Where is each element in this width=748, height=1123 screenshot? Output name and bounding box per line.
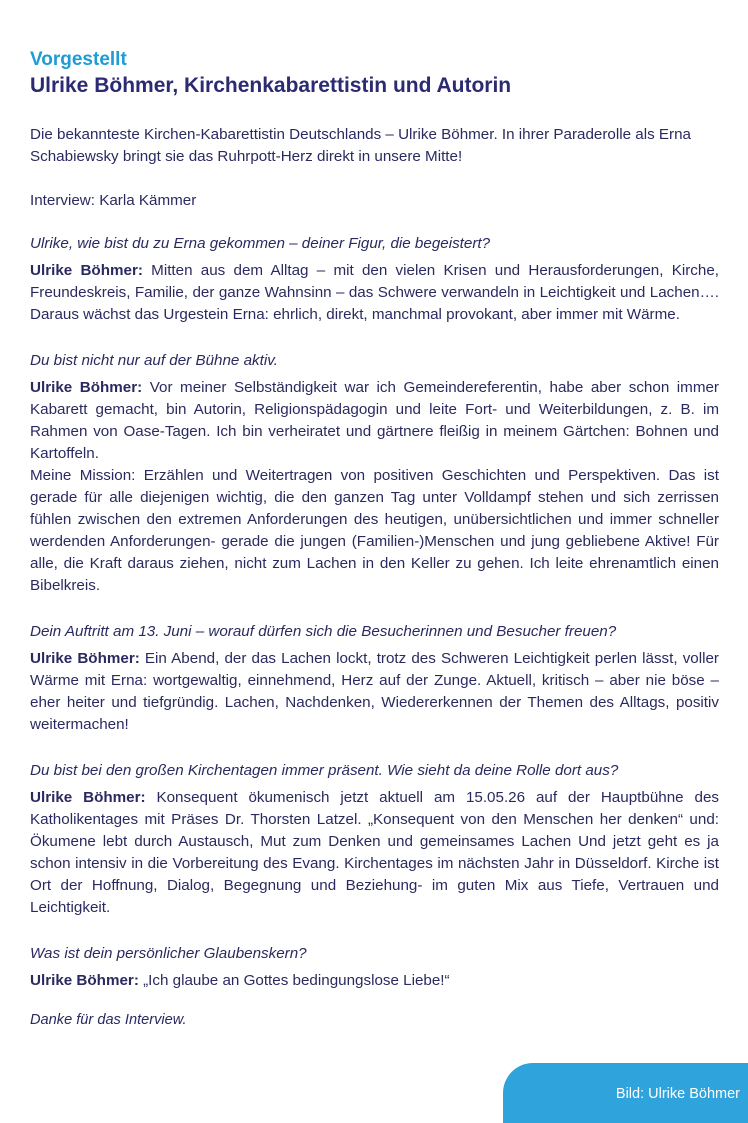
qa-block-3 xyxy=(30,621,719,736)
closing-thanks: Danke für das Interview. xyxy=(30,1012,187,1028)
answer-text: Ein Abend, der das Lachen lockt, trotz des Schweren Leichtigkeit perlen lässt, voller Wärme mit Erna: wortgewaltig, einnehmend, Herz auf der Zunge. Aktuell, kritisch – aber nie böse – eher heiter und tiefgründig. Lachen, Nachdenken, Wiedererkennen der Themen des Alltags, positiv weitermachen! xyxy=(30,650,719,733)
qa-block-2 xyxy=(30,350,719,597)
answer-text: „Ich glaube an Gottes bedingungslose Liebe!“ xyxy=(138,972,450,989)
answer xyxy=(30,787,719,919)
speaker-label: Ulrike Böhmer: xyxy=(30,650,140,667)
answer xyxy=(30,260,719,326)
qa-block-4 xyxy=(30,760,719,919)
answer xyxy=(30,970,719,992)
speaker-label: Ulrike Böhmer: xyxy=(30,972,139,989)
question: Was ist dein persönlicher Glaubenskern? xyxy=(30,945,307,962)
interviewer-line: Interview: Karla Kämmer xyxy=(30,192,197,209)
article-title: Ulrike Böhmer, Kirchenkabarettistin und Autorin xyxy=(30,74,512,97)
question: Ulrike, wie bist du zu Erna gekommen – deiner Figur, die begeistert? xyxy=(30,235,491,252)
photo-credit: Bild: Ulrike Böhmer xyxy=(615,1086,740,1102)
photo-credit-tab xyxy=(503,1063,748,1123)
qa-block-1 xyxy=(30,233,719,326)
qa-block-5 xyxy=(30,943,719,992)
answer-text: Konsequent ökumenisch jetzt aktuell am 15.05.26 auf der Hauptbühne des Katholikentages mit Präses Dr. Thorsten Latzel. „Konsequent von den Menschen her denken“ und: Ökumene lebt durch Austausch, Mut zum Denken und gemeinsames Lachen Und jetzt geht es ja schon intensiv in die Vorbereitung des Evang. Kirchentages im nächsten Jahr in Düsseldorf. Kirche ist Ort der Hoffnung, Dialog, Begegnung und Beziehung- im guten Mix aus Tiefe, Vertrauen und Leichtigkeit. xyxy=(30,789,719,916)
answer xyxy=(30,648,719,736)
answer-continuation: Meine Mission: Erzählen und Weitertragen von positiven Geschichten und Perspektiven. Das ist gerade für alle diejenigen wichtig, die den ganzen Tag unter Volldampf stehen und sich zerrissen fühlen zwischen den extremen Anforderungen des heutigen, unübersichtlichen und immer schneller werdenden Anforderungen- gerade die jungen (Familien-)Menschen und jung gebliebene Aktive! Für alle, die Kraft daraus ziehen, nicht zum Lachen in den Keller zu gehen. Ich leite ehrenamtlich einen Bibelkreis. xyxy=(30,467,719,594)
question: Du bist nicht nur auf der Bühne aktiv. xyxy=(30,352,278,369)
question: Du bist bei den großen Kirchentagen immer präsent. Wie sieht da deine Rolle dort aus? xyxy=(30,762,619,779)
answer-text: Vor meiner Selbständigkeit war ich Gemeindereferentin, habe aber schon immer Kabarett gemacht, bin Autorin, Religionspädagogin und leite Fort- und Weiterbildungen, z. B. im Rahmen von Oase-Tagen. Ich bin verheiratet und gärtnere fleißig in meinem Gärtchen: Bohnen und Kartoffeln. xyxy=(30,379,719,462)
speaker-label: Ulrike Böhmer: xyxy=(30,789,146,806)
speaker-label: Ulrike Böhmer: xyxy=(30,262,143,279)
speaker-label: Ulrike Böhmer: xyxy=(30,379,143,396)
answer-text: Mitten aus dem Alltag – mit den vielen Krisen und Herausforderungen, Kirche, Freundeskreis, Familie, der ganze Wahnsinn – das Schwere verwandeln in Leichtigkeit und Lachen…. Daraus wächst das Urgestein Erna: ehrlich, direkt, manchmal provokant, aber immer mit Wärme. xyxy=(30,262,720,323)
intro-paragraph: Die bekannteste Kirchen-Kabarettistin Deutschlands – Ulrike Böhmer. In ihrer Paraderolle als Erna Schabiewsky bringt sie das Ruhrpott-Herz direkt in unsere Mitte! xyxy=(30,126,691,165)
answer xyxy=(30,377,719,465)
article xyxy=(30,48,719,1030)
question: Dein Auftritt am 13. Juni – worauf dürfen sich die Besucherinnen und Besucher freuen? xyxy=(30,623,617,640)
section-kicker: Vorgestellt xyxy=(30,49,127,70)
